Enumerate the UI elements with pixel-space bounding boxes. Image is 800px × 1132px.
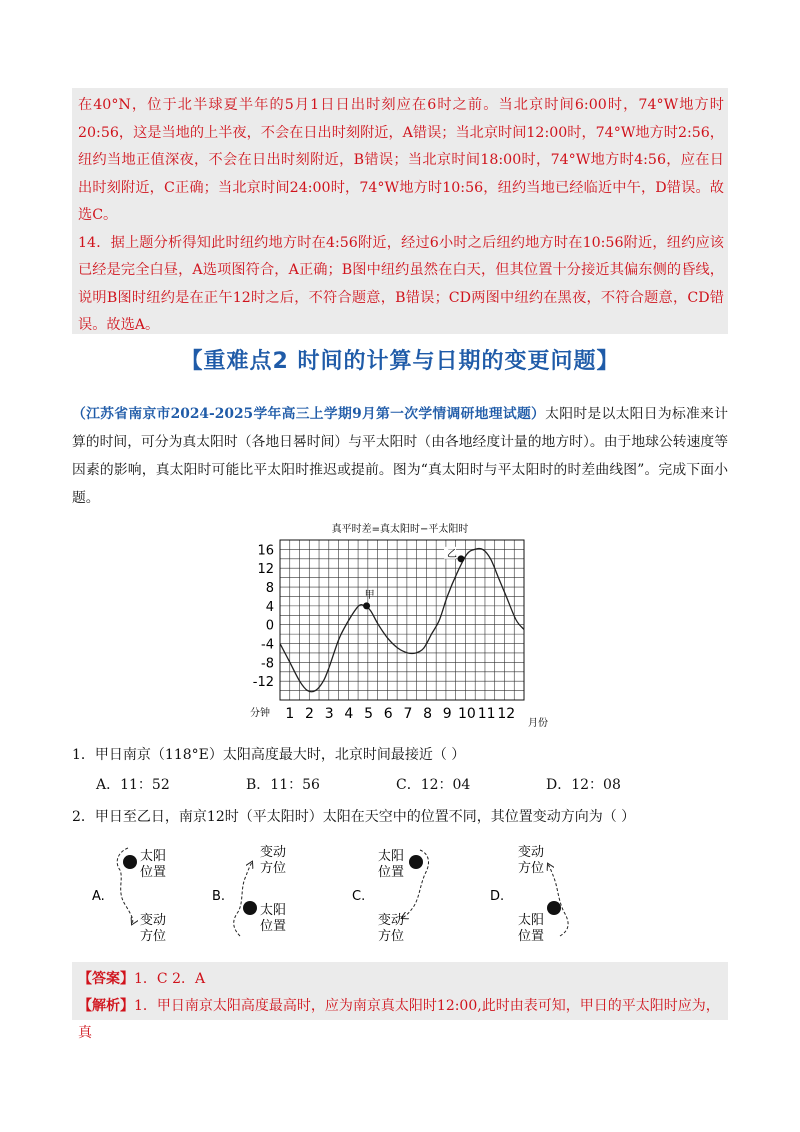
diagram-d-letter: D. bbox=[490, 889, 505, 904]
diagram-d-dir-label-1: 变动 bbox=[518, 845, 545, 860]
diagram-a-sun-label-2: 位置 bbox=[140, 865, 167, 880]
x-tick-label: 8 bbox=[423, 706, 433, 722]
diagram-b-letter: B. bbox=[212, 889, 226, 904]
diagram-d-path bbox=[548, 864, 568, 936]
diagram-a-sun-label-1: 太阳 bbox=[140, 849, 167, 864]
diagram-d-sun-label-1: 太阳 bbox=[518, 913, 545, 928]
time-difference-chart bbox=[250, 520, 550, 735]
x-tick-label: 9 bbox=[442, 706, 452, 722]
diagram-c-dir-label-1: 变动 bbox=[378, 913, 405, 928]
intro-text: 太阳时是以太阳日为标准来计算的时间，可分为真太阳时（各地日晷时间）与平太阳时（由各地经度计量的地方时）。由于地球公转速度等因素的影响，真太阳时可能比平太阳时推迟或提前。图为“真太阳时与平太阳时的时差曲线图”。完成下面小题。 bbox=[72, 406, 729, 506]
x-tick-label: 11 bbox=[477, 706, 496, 722]
y-tick-label: 8 bbox=[265, 581, 274, 597]
option-d: D．12：08 bbox=[546, 777, 621, 793]
section-title: 【重难点2 时间的计算与日期的变更问题】 bbox=[180, 349, 620, 374]
y-tick-label: -4 bbox=[261, 637, 274, 653]
question-2: 2．甲日至乙日，南京12时（平太阳时）太阳在天空中的位置不同，其位置变动方向为（ ） bbox=[72, 809, 636, 825]
diagram-a-dir-label-2: 方位 bbox=[140, 929, 167, 944]
series-line bbox=[280, 549, 524, 692]
diagram-c-letter: C. bbox=[352, 889, 366, 904]
y-tick-labels bbox=[253, 543, 274, 690]
diagram-b-sun-label-1: 太阳 bbox=[260, 903, 287, 918]
y-tick-label: 0 bbox=[265, 618, 274, 634]
sun-icon bbox=[123, 855, 137, 869]
diagram-c-sun-label-2: 位置 bbox=[378, 865, 405, 880]
explanation-paragraph-13: 在40°N，位于北半球夏半年的5月1日日出时刻应在6时之前。当北京时间6:00时，74°W地方时20:56，这是当地的上半夜，不会在日出时刻附近，A错误；当北京时间12:00时，74°W地方时2:56，纽约当地正值深夜，不会在日出时刻附近，B错误；当北京时间18:00时，74°W地方时4:56，应在日出时刻附近，C正确；当北京时间24:00时，74°W地方时10:56，纽约当地已经临近中午，D错误。故选C。 bbox=[78, 97, 724, 223]
diagram-d bbox=[488, 840, 628, 950]
analysis-line bbox=[78, 993, 722, 1047]
x-tick-labels bbox=[285, 706, 515, 722]
x-tick-label: 4 bbox=[344, 706, 354, 722]
diagram-a-dir-label-1: 变动 bbox=[140, 913, 167, 928]
diagram-a-letter: A. bbox=[92, 889, 105, 904]
question-1: 1．甲日南京（118°E）太阳高度最大时，北京时间最接近（ ） bbox=[72, 747, 466, 763]
sun-icon bbox=[547, 901, 561, 915]
question-intro bbox=[72, 400, 728, 512]
question-1-options bbox=[96, 774, 736, 794]
x-tick-label: 1 bbox=[285, 706, 295, 722]
diagram-c-dir-label-2: 方位 bbox=[378, 929, 405, 944]
point-label: 乙 bbox=[447, 548, 458, 560]
option-a: A．11：52 bbox=[96, 777, 170, 793]
x-tick-label: 2 bbox=[305, 706, 314, 722]
sun-icon bbox=[243, 901, 257, 915]
x-tick-label: 6 bbox=[383, 706, 393, 722]
question-source: （江苏省南京市2024-2025学年高三上学期9月第一次学情调研地理试题） bbox=[72, 406, 546, 422]
diagram-d-dir-label-2: 方位 bbox=[518, 861, 545, 876]
diagram-c bbox=[350, 840, 490, 950]
sun-icon bbox=[409, 855, 423, 869]
analysis-text: 1．甲日南京太阳高度最高时，应为南京真太阳时12:00,此时由表可知，甲日的平太阳时应为，真 bbox=[78, 998, 720, 1041]
explanation-paragraph-14: 14．据上题分析得知此时纽约地方时在4:56附近，经过6小时之后纽约地方时在10:56附近，纽约应该已经是完全白昼，A选项图符合，A正确；B图中纽约虽然在白天，但其位置十分接近其偏东侧的昏线，说明B图时纽约是在正午12时之后，不符合题意，B错误；CD两图中纽约在黑夜，不符合题意，CD错误。故选A。 bbox=[78, 234, 724, 333]
y-tick-label: 16 bbox=[257, 543, 274, 559]
diagram-a bbox=[88, 840, 228, 950]
x-tick-label: 12 bbox=[497, 706, 516, 722]
x-tick-label: 3 bbox=[324, 706, 334, 722]
chart-title: 真平时差=真太阳时−平太阳时 bbox=[331, 524, 469, 535]
answer-tag: 【答案】 bbox=[78, 971, 134, 987]
diagram-b-dir-label-2: 方位 bbox=[260, 861, 287, 876]
y-axis-label: 分钟 bbox=[250, 708, 270, 719]
answer-line bbox=[78, 966, 722, 993]
analysis-tag: 【解析】 bbox=[78, 998, 134, 1014]
diagram-c-sun-label-1: 太阳 bbox=[378, 849, 405, 864]
x-axis-label: 月份 bbox=[528, 718, 548, 729]
y-tick-label: -12 bbox=[252, 675, 274, 691]
option-b: B．11：56 bbox=[246, 777, 320, 793]
answer-box bbox=[72, 962, 728, 1041]
diagram-b bbox=[210, 840, 350, 950]
plot-border bbox=[280, 540, 524, 700]
marked-point bbox=[458, 555, 465, 562]
chart-grid bbox=[280, 540, 524, 700]
diagram-b-path bbox=[234, 862, 252, 936]
option-c: C．12：04 bbox=[396, 777, 471, 793]
x-tick-label: 10 bbox=[458, 706, 476, 722]
x-tick-label: 5 bbox=[364, 706, 374, 722]
explanation-box bbox=[72, 88, 728, 334]
y-tick-label: 4 bbox=[265, 599, 274, 615]
y-tick-label: -8 bbox=[261, 656, 274, 672]
point-label: 甲 bbox=[364, 589, 375, 601]
marked-points bbox=[363, 547, 464, 610]
marked-point bbox=[363, 602, 370, 609]
diagram-d-sun-label-2: 位置 bbox=[518, 929, 545, 944]
y-tick-label: 12 bbox=[257, 562, 274, 578]
diagram-b-dir-label-1: 变动 bbox=[260, 845, 287, 860]
answer-text: 1．C 2．A bbox=[134, 971, 206, 987]
x-tick-label: 7 bbox=[403, 706, 413, 722]
diagram-b-sun-label-2: 位置 bbox=[260, 919, 287, 934]
